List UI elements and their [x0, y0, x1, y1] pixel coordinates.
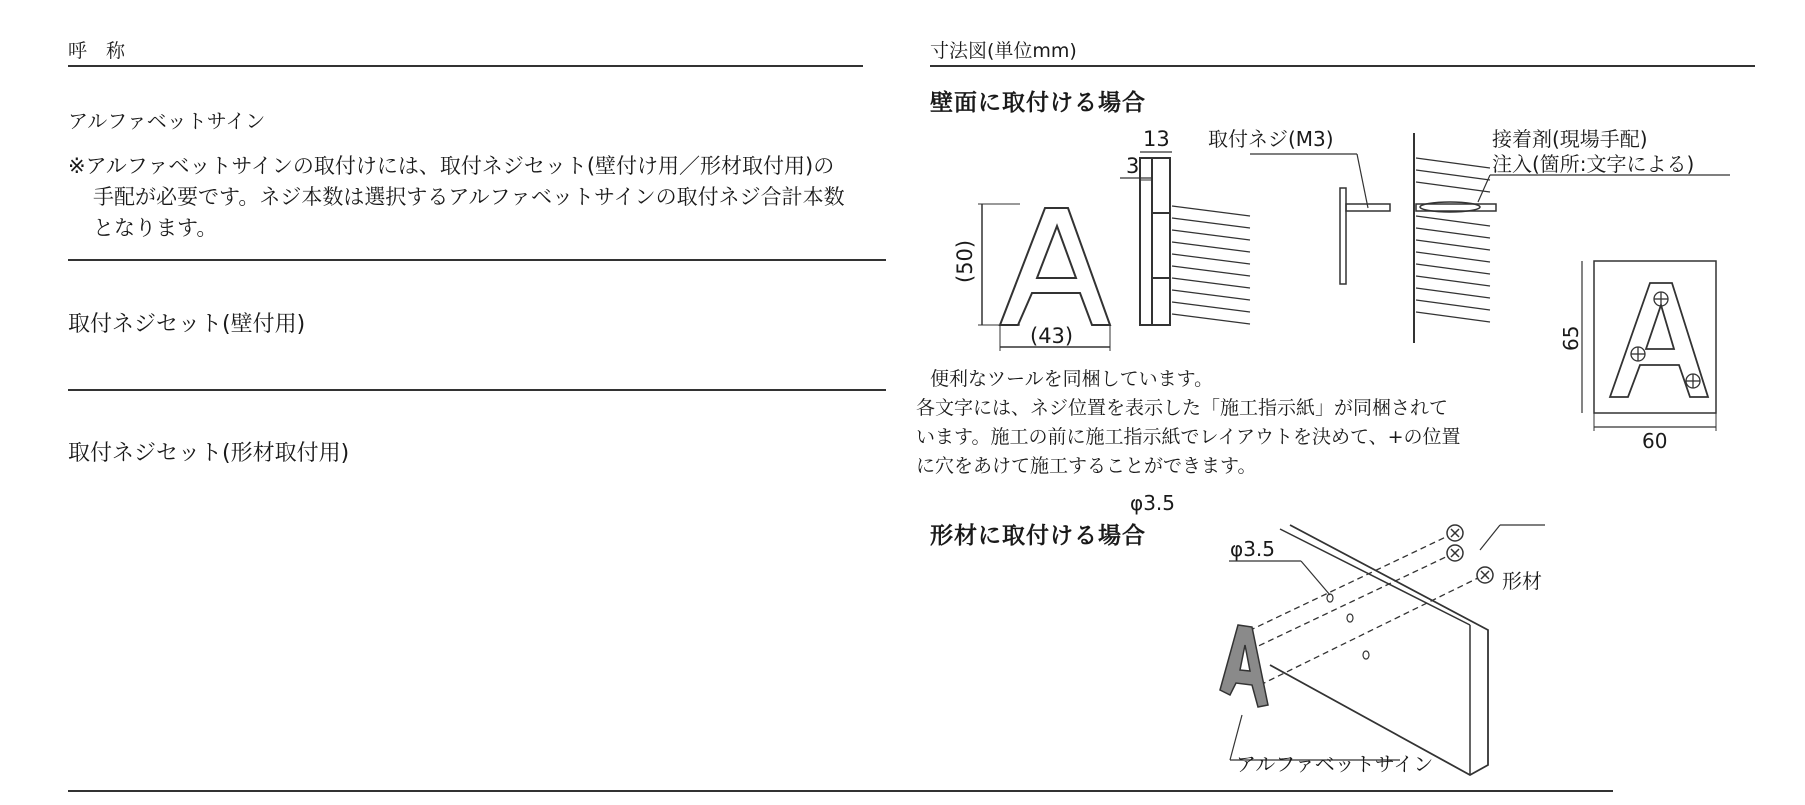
tool-note — [916, 365, 1536, 481]
wall-mount-title: 壁面に取付ける場合 — [930, 90, 1146, 116]
phi-label: φ3.5 — [1230, 537, 1275, 561]
profile-screw-set-title: 取付ネジセット(形材取付用) — [68, 441, 350, 466]
alphabet-sign-title: アルファベットサイン — [68, 109, 266, 133]
tool-note-line-3: います。施工の前に施工指示紙でレイアウトを決めて、+の位置 — [916, 426, 1461, 448]
row-divider-2 — [68, 389, 886, 391]
note-line-1: ※アルファベットサインの取付けには、取付ネジセット(壁付け用／形材取付用)の — [68, 154, 835, 178]
letter-a-front-view — [1000, 208, 1110, 325]
sign-label: アルファベットサイン — [1236, 752, 1434, 776]
profile-mount-title: 形材に取付ける場合 — [930, 523, 1146, 549]
dimension-column-header: 寸法図(単位mm) — [930, 40, 1077, 62]
dim-60-label: 60 — [1642, 429, 1668, 453]
phi-leader — [1225, 555, 1365, 605]
row-divider-1 — [68, 259, 886, 261]
note-line-3: となります。 — [93, 216, 218, 240]
screws — [1447, 525, 1493, 583]
wall-mount-diagram — [950, 118, 1510, 353]
dim-13-label: 13 — [1143, 127, 1170, 151]
tool-note-line-2: 各文字には、ネジ位置を表示した「施工指示紙」が同梱されて — [916, 397, 1449, 419]
name-column-header: 呼 称 — [68, 40, 126, 62]
adhesive-label-1: 接着剤(現場手配) — [1492, 127, 1648, 151]
phi-3.5-label: φ3.5 — [1130, 491, 1175, 515]
wall-screw-set-title: 取付ネジセット(壁付用) — [68, 312, 306, 337]
header-rule-left — [68, 65, 863, 67]
bottom-rule — [68, 790, 1613, 792]
dim-3-label: 3 — [1126, 154, 1140, 178]
profile-label: 形材 — [1502, 569, 1542, 593]
tool-note-line-1: 便利なツールを同梱しています。 — [930, 368, 1214, 390]
header-rule-right — [930, 65, 1755, 67]
note-line-2: 手配が必要です。ネジ本数は選択するアルファベットサインの取付ネジ合計本数 — [93, 185, 845, 209]
dim-65-label: 65 — [1559, 325, 1583, 351]
wall-hatching-left — [1172, 206, 1250, 324]
adhesive-label-2: 注入(箇所:文字による) — [1492, 152, 1695, 176]
screw-m3-label: 取付ネジ(M3) — [1208, 127, 1334, 151]
tool-note-line-4: に穴をあけて施工することができます。 — [916, 455, 1257, 477]
letter-side-view — [1140, 158, 1152, 325]
profile-letter-a — [1220, 625, 1268, 707]
dim-43-label: (43) — [1030, 324, 1074, 348]
screw-plate — [1340, 188, 1346, 284]
adhesive-leader — [1450, 150, 1740, 210]
template-paper-diagram — [1540, 255, 1740, 465]
dim-50-label: (50) — [953, 239, 977, 283]
alphabet-sign-note — [68, 151, 858, 244]
